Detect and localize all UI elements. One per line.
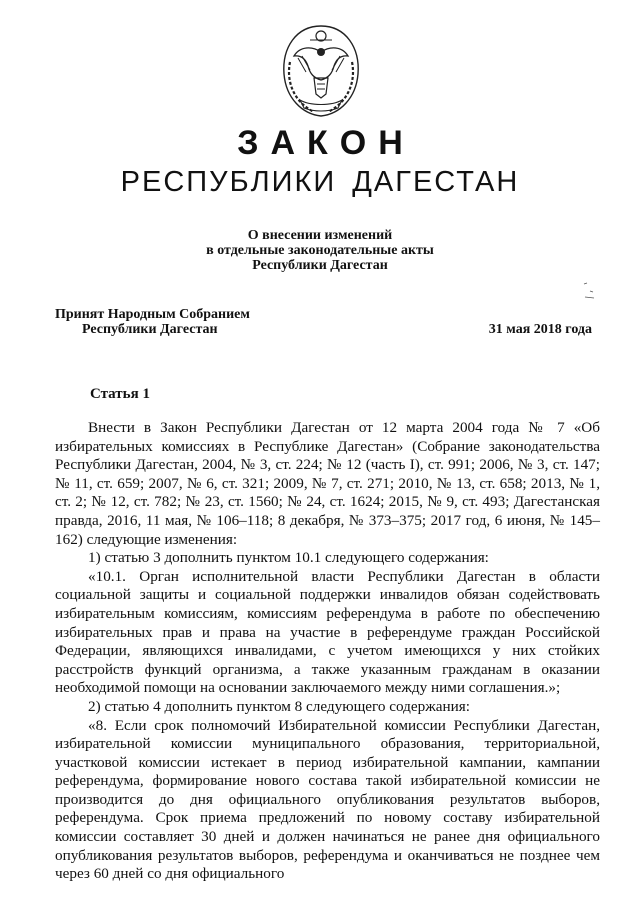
adoption-line: Республики Дагестан [82,322,218,337]
article-title: Статья 1 [90,386,150,402]
subject-line: в отдельные законодательные акты [206,243,434,258]
law-title: ЗАКОН [237,124,415,162]
republic-title: РЕСПУБЛИКИ ДАГЕСТАН [120,166,520,198]
coat-of-arms-emblem [276,22,366,120]
subject-line: Республики Дагестан [252,258,388,273]
paragraph: Внести в Закон Республики Дагестан от 12 марта 2004 года № 7 «Об избирательных комиссиях в Республике Дагестан» (Собрание законодательства Республики Дагестан, 2004, № 3, ст. 224; № 12 (часть I), ст. 991; 2006, № 3, ст. 147; № 11, ст. 659; 2007, № 6, ст. 321; 2009, № 7, ст. 271; 2010, № 13, ст. 658; 2013, № 1, ст. 2; № 12, ст. 782; № 23, ст. 1560; № 24, ст. 1624; 2015, № 9, ст. 493; Дагестанская правда, 2016, 11 мая, № 106–118; 8 декабря, № 373–375; 2017 год, 6 июня, № 145–162) следующие изменения: [55,419,600,548]
paragraph: 2) статью 4 дополнить пунктом 8 следующего содержания: [88,697,470,715]
subject-line: О внесении изменений [247,228,393,243]
paragraph: «8. Если срок полномочий Избирательной комиссии Республики Дагестан, избирательной комиссии муниципального образования, территориальной, участковой комиссии истекает в период избирательной кампании, кампании референдума, формирование нового состава такой избирательной комиссии не производится до дня официального опубликования результатов выборов, референдума. Срок приема предложений по новому составу избирательной комиссии составляет 30 дней и должен начинаться не ранее дня официального опубликования результатов выборов, референдума и оканчиваться не позднее чем через 60 дней со дня официального [55,716,600,883]
adoption-line: Принят Народным Собранием [55,307,250,322]
margin-mark [582,282,596,300]
law-subject-heading [0,228,640,273]
adoption-date: 31 мая 2018 года [488,322,592,337]
paragraph: «10.1. Орган исполнительной власти Республики Дагестан в области социальной защиты и социальной поддержки инвалидов обязан содействовать избирательным комиссиям, комиссиям референдума в работе по обеспечению избирательных прав и права на участие в референдуме граждан Российской Федерации, являющихся инвалидами, с учетом имеющихся у них стойких расстройств функций организма, а также указанным гражданам в оказании необходимой помощи на основании заключаемого между ними соглашения.»; [55,567,600,697]
paragraph: 1) статью 3 дополнить пунктом 10.1 следующего содержания: [88,549,489,567]
article-body [55,419,600,884]
adoption-note [55,307,250,337]
